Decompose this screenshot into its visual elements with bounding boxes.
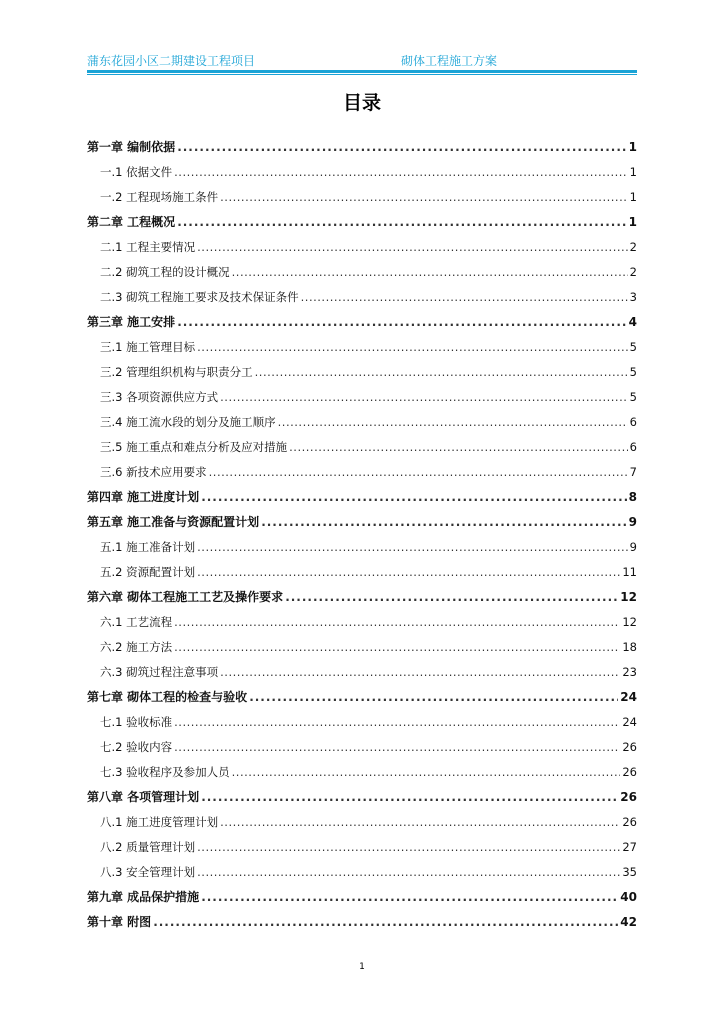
toc-dot-leader bbox=[220, 665, 620, 679]
toc-entry-page: 3 bbox=[629, 289, 637, 304]
toc-entry-page: 27 bbox=[622, 839, 637, 854]
toc-entry-label: 三.5 施工重点和难点分析及应对措施 bbox=[100, 439, 288, 454]
header-rule-thin bbox=[87, 74, 637, 75]
toc-entry-page: 40 bbox=[620, 889, 637, 904]
toc-dot-leader bbox=[174, 615, 620, 629]
toc-entry-page: 7 bbox=[629, 464, 637, 479]
toc-chapter-entry[interactable] bbox=[87, 884, 637, 909]
toc-entry-page: 35 bbox=[622, 864, 637, 879]
toc-dot-leader bbox=[261, 515, 626, 529]
toc-entry-page: 26 bbox=[622, 764, 637, 779]
toc-dot-leader bbox=[232, 265, 628, 279]
toc-entry-page: 9 bbox=[629, 539, 637, 554]
toc-section-entry[interactable] bbox=[87, 284, 637, 309]
toc-entry-page: 5 bbox=[629, 389, 637, 404]
toc-section-entry[interactable] bbox=[87, 334, 637, 359]
toc-dot-leader bbox=[153, 915, 618, 929]
toc-dot-leader bbox=[255, 365, 628, 379]
toc-entry-label: 第二章 工程概况 bbox=[87, 215, 176, 229]
toc-dot-leader bbox=[177, 215, 626, 229]
toc-entry-label: 二.1 工程主要情况 bbox=[100, 239, 196, 254]
toc-section-entry[interactable] bbox=[87, 159, 637, 184]
toc-entry-label: 三.2 管理组织机构与职责分工 bbox=[100, 364, 253, 379]
toc-dot-leader bbox=[285, 590, 618, 604]
toc-entry-page: 12 bbox=[622, 614, 637, 629]
toc-entry-label: 六.1 工艺流程 bbox=[100, 614, 173, 629]
toc-dot-leader bbox=[201, 490, 626, 504]
toc-entry-page: 24 bbox=[620, 689, 637, 704]
toc-entry-label: 七.1 验收标准 bbox=[100, 714, 173, 729]
toc-entry-label: 第八章 各项管理计划 bbox=[87, 790, 200, 804]
header-project-name: 蒲东花园小区二期建设工程项目 bbox=[87, 54, 256, 68]
toc-entry-page: 23 bbox=[622, 664, 637, 679]
toc-entry-label: 一.1 依据文件 bbox=[100, 164, 173, 179]
toc-entry-page: 12 bbox=[620, 589, 637, 604]
toc-dot-leader bbox=[197, 565, 620, 579]
toc-section-entry[interactable] bbox=[87, 434, 637, 459]
toc-entry-page: 24 bbox=[622, 714, 637, 729]
toc-dot-leader bbox=[220, 390, 628, 404]
toc-entry-page: 8 bbox=[628, 489, 637, 504]
toc-entry-label: 六.3 砌筑过程注意事项 bbox=[100, 664, 219, 679]
toc-chapter-entry[interactable] bbox=[87, 784, 637, 809]
toc-chapter-entry[interactable] bbox=[87, 134, 637, 159]
toc-dot-leader bbox=[249, 690, 618, 704]
toc-entry-label: 七.2 验收内容 bbox=[100, 739, 173, 754]
toc-chapter-entry[interactable] bbox=[87, 684, 637, 709]
toc-dot-leader bbox=[278, 415, 628, 429]
toc-entry-page: 6 bbox=[629, 439, 637, 454]
toc-dot-leader bbox=[174, 640, 620, 654]
toc-dot-leader bbox=[177, 140, 626, 154]
toc-section-entry[interactable] bbox=[87, 259, 637, 284]
toc-section-entry[interactable] bbox=[87, 809, 637, 834]
toc-section-entry[interactable] bbox=[87, 359, 637, 384]
toc-entry-page: 9 bbox=[628, 514, 637, 529]
toc-chapter-entry[interactable] bbox=[87, 209, 637, 234]
toc-entry-label: 第四章 施工进度计划 bbox=[87, 490, 200, 504]
toc-entry-page: 1 bbox=[629, 189, 637, 204]
toc-dot-leader bbox=[220, 815, 620, 829]
toc-dot-leader bbox=[174, 740, 620, 754]
toc-entry-label: 八.2 质量管理计划 bbox=[100, 839, 196, 854]
page-header bbox=[87, 52, 637, 68]
toc-dot-leader bbox=[197, 540, 628, 554]
toc-entry-page: 26 bbox=[622, 739, 637, 754]
toc-dot-leader bbox=[209, 465, 628, 479]
header-document-name: 砌体工程施工方案 bbox=[401, 54, 498, 68]
toc-chapter-entry[interactable] bbox=[87, 584, 637, 609]
toc-section-entry[interactable] bbox=[87, 734, 637, 759]
toc-section-entry[interactable] bbox=[87, 384, 637, 409]
toc-section-entry[interactable] bbox=[87, 834, 637, 859]
toc-section-entry[interactable] bbox=[87, 534, 637, 559]
toc-entry-label: 三.1 施工管理目标 bbox=[100, 339, 196, 354]
toc-entry-page: 18 bbox=[622, 639, 637, 654]
toc-section-entry[interactable] bbox=[87, 234, 637, 259]
toc-section-entry[interactable] bbox=[87, 459, 637, 484]
toc-dot-leader bbox=[201, 890, 618, 904]
toc-dot-leader bbox=[197, 240, 628, 254]
toc-entry-label: 第三章 施工安排 bbox=[87, 315, 176, 329]
header-rule-thick bbox=[87, 70, 637, 73]
table-of-contents bbox=[87, 134, 637, 934]
toc-entry-label: 二.3 砌筑工程施工要求及技术保证条件 bbox=[100, 289, 299, 304]
toc-entry-label: 第六章 砌体工程施工工艺及操作要求 bbox=[87, 590, 284, 604]
toc-entry-label: 五.2 资源配置计划 bbox=[100, 564, 196, 579]
toc-title: 目录 bbox=[342, 92, 381, 114]
toc-dot-leader bbox=[177, 315, 626, 329]
toc-entry-label: 二.2 砌筑工程的设计概况 bbox=[100, 264, 230, 279]
toc-section-entry[interactable] bbox=[87, 709, 637, 734]
toc-section-entry[interactable] bbox=[87, 559, 637, 584]
toc-dot-leader bbox=[197, 840, 620, 854]
toc-section-entry[interactable] bbox=[87, 609, 637, 634]
toc-entry-label: 第十章 附图 bbox=[87, 915, 152, 929]
toc-dot-leader bbox=[174, 715, 620, 729]
toc-entry-label: 第七章 砌体工程的检查与验收 bbox=[87, 690, 248, 704]
toc-entry-page: 4 bbox=[628, 314, 637, 329]
toc-entry-page: 26 bbox=[620, 789, 637, 804]
toc-entry-label: 七.3 验收程序及参加人员 bbox=[100, 764, 230, 779]
toc-entry-page: 5 bbox=[629, 339, 637, 354]
toc-section-entry[interactable] bbox=[87, 634, 637, 659]
toc-entry-label: 第九章 成品保护措施 bbox=[87, 890, 200, 904]
toc-dot-leader bbox=[197, 865, 620, 879]
toc-dot-leader bbox=[201, 790, 618, 804]
toc-entry-page: 1 bbox=[628, 139, 637, 154]
toc-chapter-entry[interactable] bbox=[87, 309, 637, 334]
toc-dot-leader bbox=[232, 765, 621, 779]
toc-entry-page: 26 bbox=[622, 814, 637, 829]
toc-entry-page: 2 bbox=[629, 239, 637, 254]
toc-entry-page: 1 bbox=[628, 214, 637, 229]
toc-entry-page: 5 bbox=[629, 364, 637, 379]
toc-section-entry[interactable] bbox=[87, 859, 637, 884]
toc-section-entry[interactable] bbox=[87, 409, 637, 434]
toc-entry-page: 1 bbox=[629, 164, 637, 179]
toc-entry-page: 11 bbox=[622, 564, 637, 579]
toc-chapter-entry[interactable] bbox=[87, 509, 637, 534]
toc-chapter-entry[interactable] bbox=[87, 909, 637, 934]
toc-entry-page: 6 bbox=[629, 414, 637, 429]
toc-entry-label: 八.1 施工进度管理计划 bbox=[100, 814, 219, 829]
toc-entry-label: 一.2 工程现场施工条件 bbox=[100, 189, 219, 204]
toc-section-entry[interactable] bbox=[87, 759, 637, 784]
toc-entry-label: 三.3 各项资源供应方式 bbox=[100, 389, 219, 404]
toc-entry-label: 三.6 新技术应用要求 bbox=[100, 464, 207, 479]
toc-dot-leader bbox=[301, 290, 628, 304]
toc-section-entry[interactable] bbox=[87, 184, 637, 209]
toc-dot-leader bbox=[174, 165, 628, 179]
toc-entry-label: 第五章 施工准备与资源配置计划 bbox=[87, 515, 260, 529]
toc-dot-leader bbox=[289, 440, 628, 454]
toc-entry-label: 三.4 施工流水段的划分及施工顺序 bbox=[100, 414, 276, 429]
page-number: 1 bbox=[359, 962, 365, 972]
toc-entry-label: 五.1 施工准备计划 bbox=[100, 539, 196, 554]
toc-dot-leader bbox=[220, 190, 628, 204]
toc-chapter-entry[interactable] bbox=[87, 484, 637, 509]
toc-entry-page: 2 bbox=[629, 264, 637, 279]
toc-entry-page: 42 bbox=[620, 914, 637, 929]
toc-dot-leader bbox=[197, 340, 628, 354]
toc-entry-label: 六.2 施工方法 bbox=[100, 639, 173, 654]
toc-section-entry[interactable] bbox=[87, 659, 637, 684]
toc-entry-label: 八.3 安全管理计划 bbox=[100, 864, 196, 879]
toc-entry-label: 第一章 编制依据 bbox=[87, 140, 176, 154]
